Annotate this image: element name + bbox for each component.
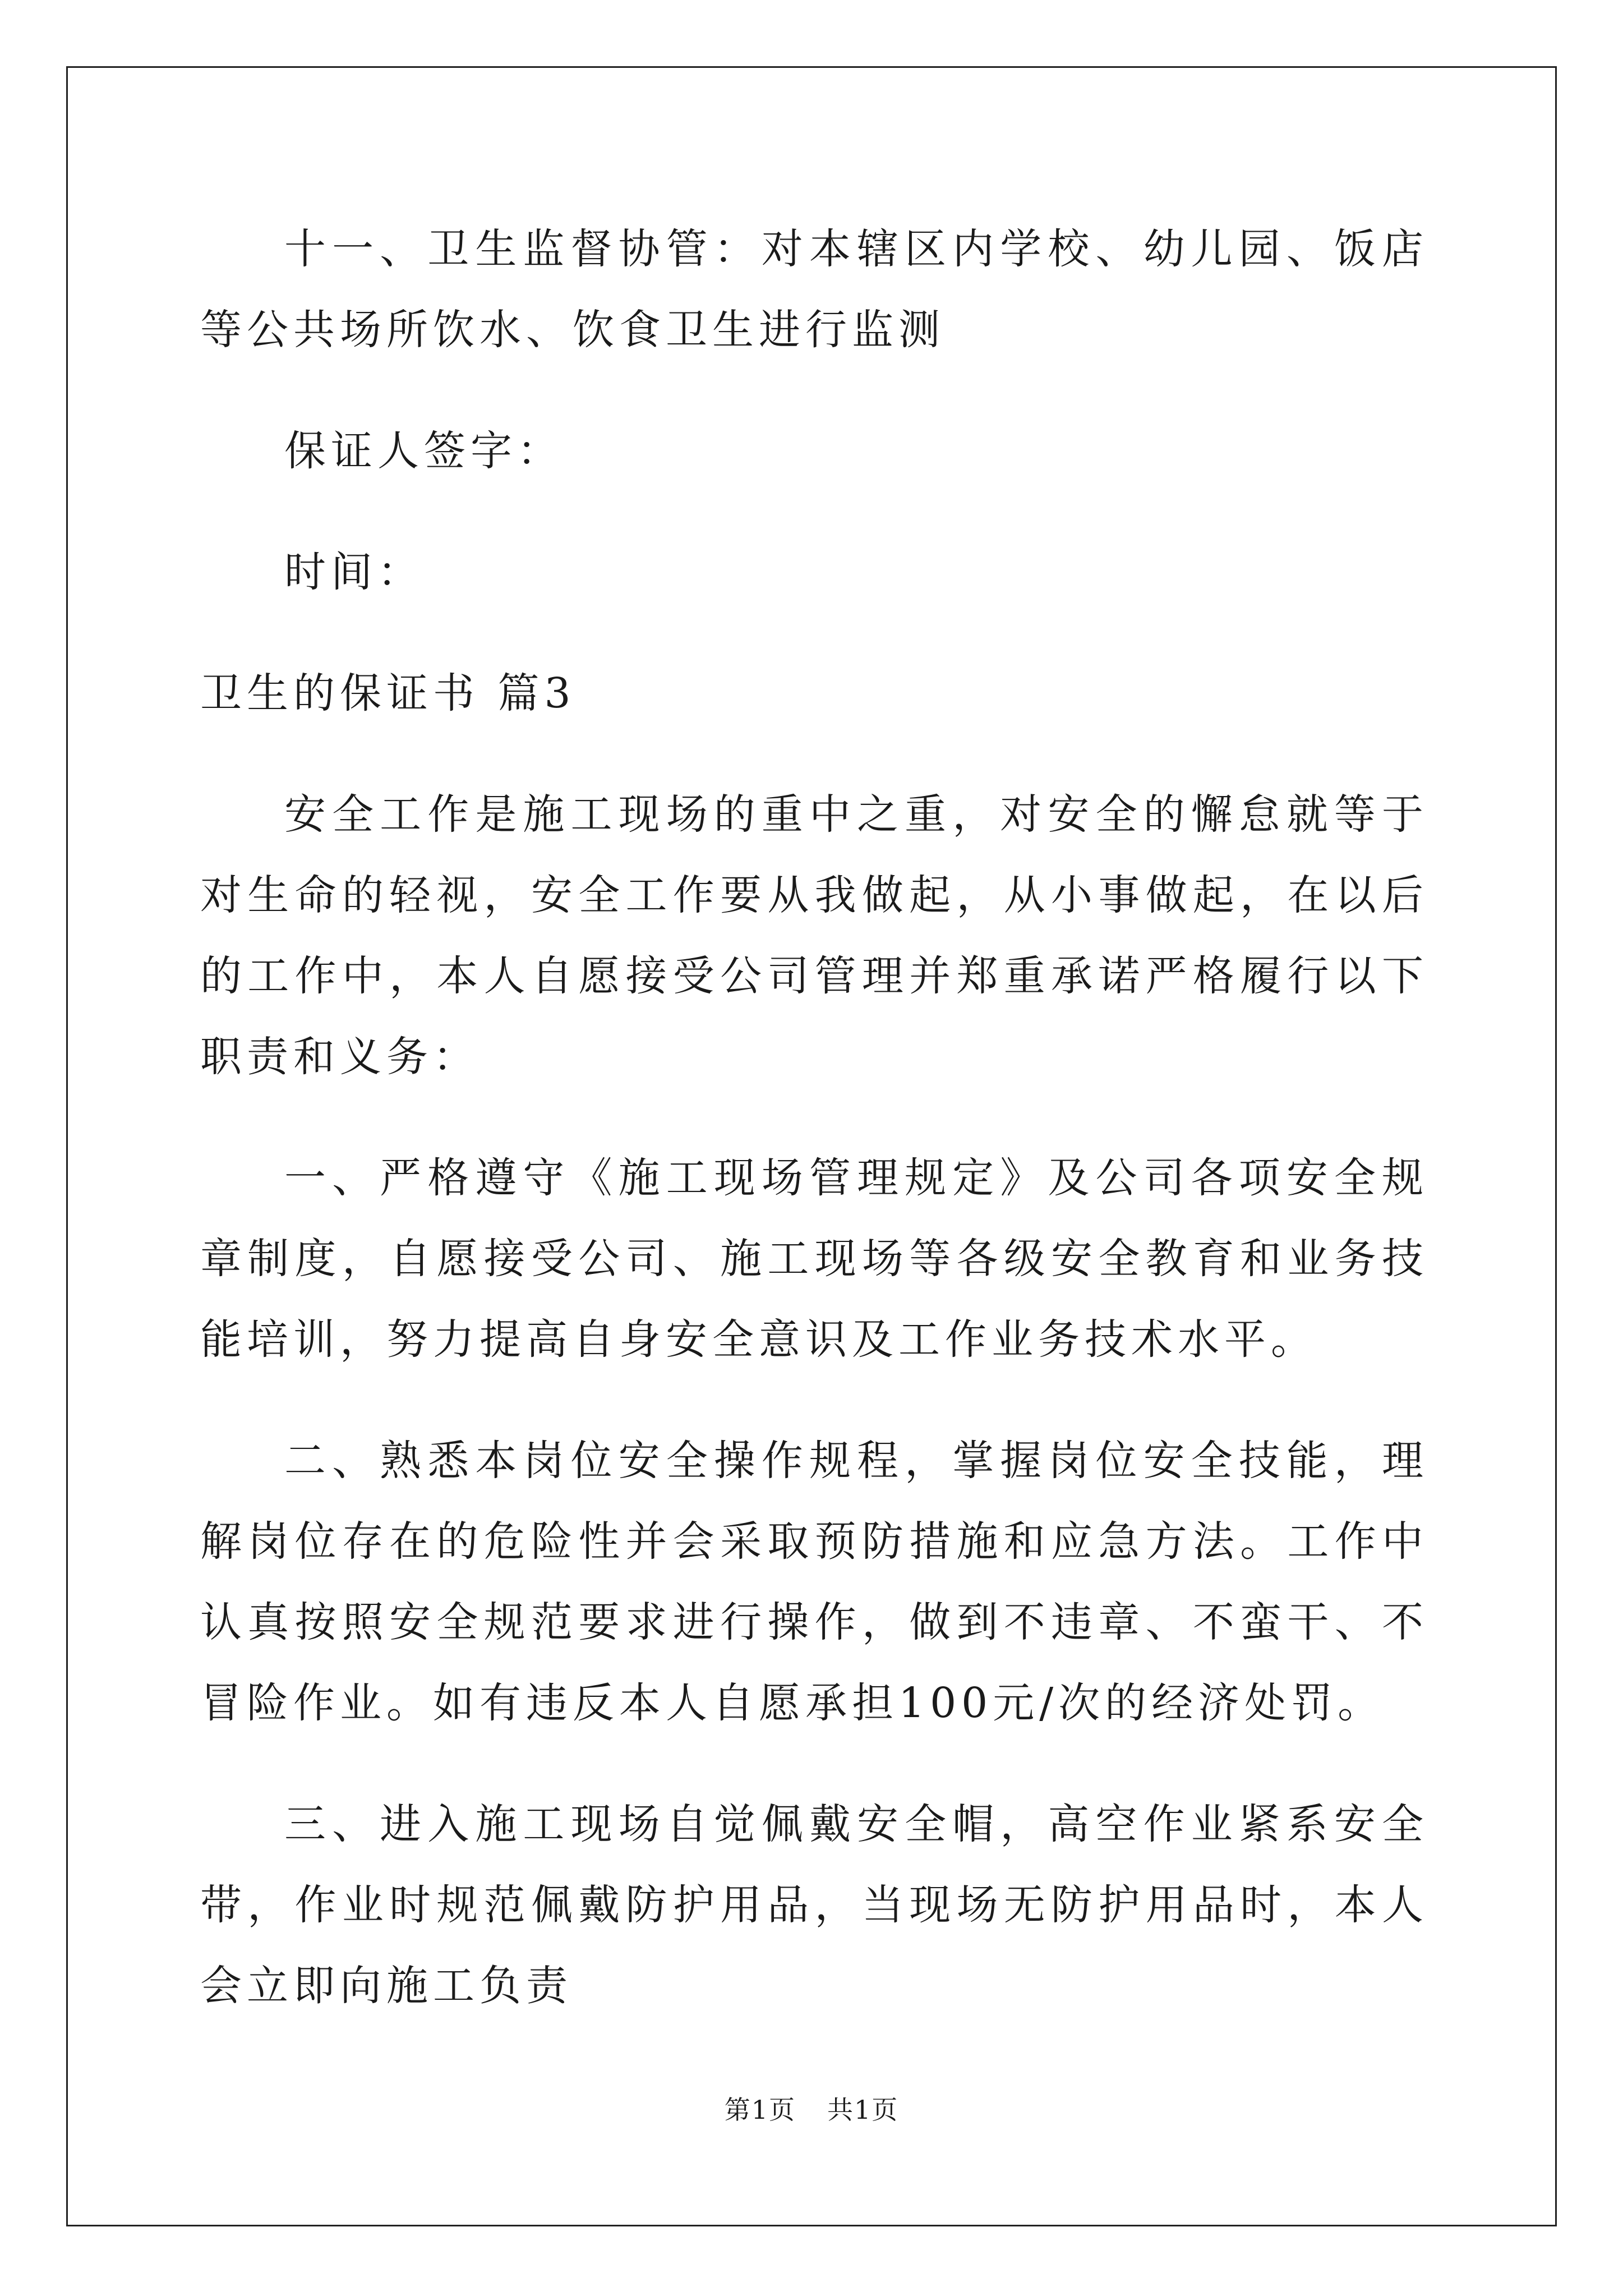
paragraph-guarantor-signature: 保证人签字： xyxy=(284,427,564,475)
page-number: 第1页 xyxy=(724,2095,796,2125)
paragraph-hygiene-supervision: 十一、卫生监督协管：对本辖区内学校、幼儿园、饭店等公共场所饮水、饮食卫生进行监测 xyxy=(200,225,1428,354)
document-body xyxy=(200,209,1428,2026)
page-total: 共1页 xyxy=(827,2095,899,2125)
paragraph-date: 时间： xyxy=(284,548,424,596)
page-footer xyxy=(0,2090,1623,2127)
paragraph-item-two: 二、熟悉本岗位安全操作规程，掌握岗位安全技能，理解岗位存在的危险性并会采取预防措施和应急方法。工作中认真按照安全规范要求进行操作，做到不违章、不蛮干、不冒险作业。如有违反本人自愿承担100元/次的经济处罚。 xyxy=(200,1437,1428,1727)
paragraph-safety-intro: 安全工作是施工现场的重中之重，对安全的懈怠就等于对生命的轻视，安全工作要从我做起，从小事做起，在以后的工作中，本人自愿接受公司管理并郑重承诺严格履行以下职责和义务： xyxy=(200,790,1428,1081)
paragraph-item-three: 三、进入施工现场自觉佩戴安全帽，高空作业紧系安全带，作业时规范佩戴防护用品，当现场无防护用品时，本人会立即向施工负责 xyxy=(200,1800,1428,2010)
paragraph-item-one: 一、严格遵守《施工现场管理规定》及公司各项安全规章制度，自愿接受公司、施工现场等各级安全教育和业务技能培训，努力提高自身安全意识及工作业务技术水平。 xyxy=(200,1154,1428,1364)
section-heading: 卫生的保证书 篇3 xyxy=(200,669,576,717)
